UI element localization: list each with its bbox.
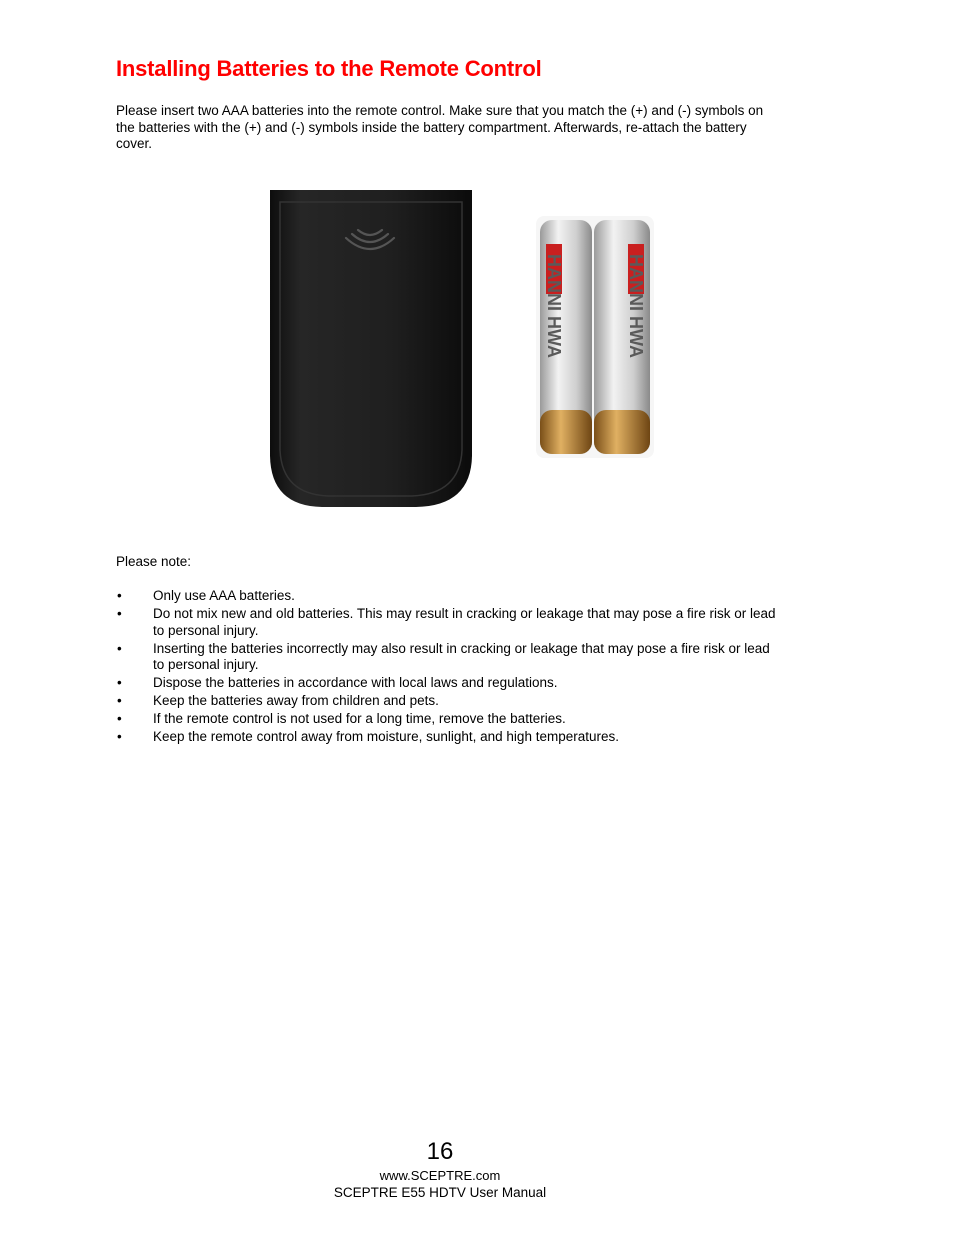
- bullet-icon: •: [117, 640, 122, 656]
- battery-notes-list: [116, 588, 776, 747]
- page-number: 16: [426, 1138, 454, 1165]
- bullet-icon: •: [117, 606, 122, 621]
- remote-control-back-image: [266, 188, 476, 510]
- bullet-icon: •: [117, 729, 122, 744]
- list-item: • If the remote control is not used for a long time, remove the batteries.: [117, 711, 566, 726]
- bullet-icon: •: [117, 588, 122, 603]
- list-item: • Dispose the batteries in accordance with local laws and regulations.: [117, 675, 558, 690]
- page-title: Installing Batteries to the Remote Control: [116, 56, 542, 81]
- list-item: • Only use AAA batteries.: [117, 588, 295, 603]
- footer-manual-title: SCEPTRE E55 HDTV User Manual: [333, 1185, 547, 1200]
- list-item: • Inserting the batteries incorrectly may also result in cracking or leakage that may pose a fire risk or lead to personal injury.: [117, 640, 770, 672]
- bullet-icon: •: [117, 711, 122, 726]
- bullet-icon: •: [117, 693, 122, 708]
- battery-brand-label-1: HANNI HWA: [544, 254, 564, 358]
- note-label: Please note:: [116, 554, 192, 569]
- battery-brand-label-2: HANNI HWA: [626, 254, 646, 358]
- bullet-icon: •: [117, 675, 122, 690]
- aaa-batteries-image: [534, 214, 656, 460]
- intro-paragraph: Please insert two AAA batteries into the remote control. Make sure that you match the (+) and (-) symbols on the batteries with the (+) and (-) symbols inside the battery compartment. Afterwards, re-attach the battery cover.: [116, 103, 764, 151]
- list-item: • Do not mix new and old batteries. This may result in cracking or leakage that may pose a fire risk or lead to personal injury.: [117, 606, 776, 638]
- list-item: • Keep the remote control away from moisture, sunlight, and high temperatures.: [117, 729, 619, 744]
- list-item: • Keep the batteries away from children and pets.: [117, 693, 439, 708]
- footer-url: www.SCEPTRE.com: [379, 1168, 501, 1183]
